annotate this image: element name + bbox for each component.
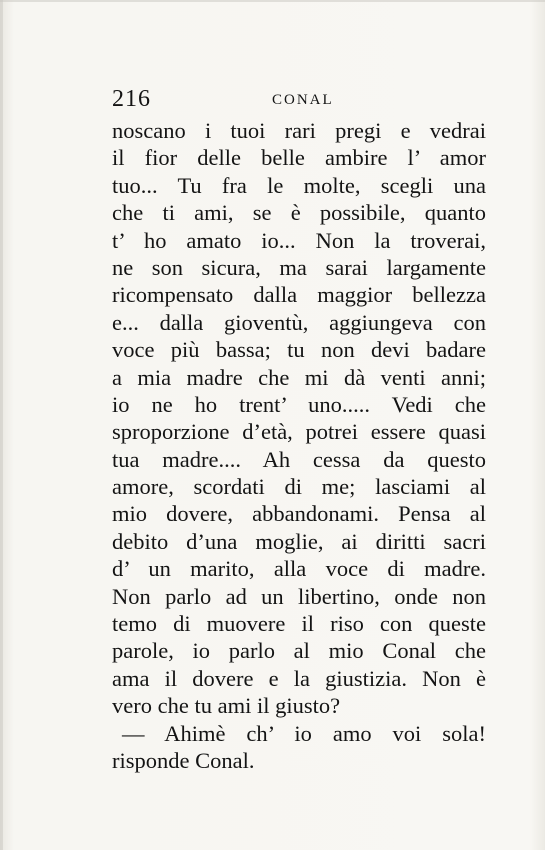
text-line: ne son sicura, ma sarai largamente: [112, 254, 486, 280]
text-line: tua madre.... Ah cessa da questo: [112, 446, 486, 472]
text-line: debito d’una moglie, ai diritti sacri: [112, 528, 486, 554]
text-line: che ti ami, se è possibile, quanto: [112, 200, 486, 226]
text-line: amore, scordati di me; lasciami al: [112, 474, 486, 500]
text-line: sproporzione d’età, potrei essere quasi: [112, 419, 486, 445]
text-line: ama il dovere e la giustizia. Non è: [112, 665, 486, 691]
text-line: parole, io parlo al mio Conal che: [112, 638, 486, 664]
text-line: temo di muovere il riso con queste: [112, 611, 486, 637]
text-line: io ne ho trent’ uno..... Vedi che: [112, 391, 486, 417]
body-text: [112, 117, 486, 774]
text-line: il fior delle belle ambire l’ amor: [112, 145, 486, 171]
text-line: tuo... Tu fra le molte, scegli una: [112, 172, 486, 198]
text-line: — Ahimè ch’ io amo voi sola!: [122, 720, 486, 746]
text-line: t’ ho amato io... Non la troverai,: [112, 227, 486, 253]
running-head: CONAL: [272, 92, 334, 108]
text-line: risponde Conal.: [112, 747, 255, 773]
scan-edge-left: [0, 0, 3, 850]
text-line: ricompensato dalla maggior bellezza: [112, 282, 486, 308]
text-line: vero che tu ami il giusto?: [112, 693, 341, 719]
scan-edge-top: [0, 0, 545, 2]
text-line: a mia madre che mi dà venti anni;: [112, 364, 486, 390]
text-line: noscano i tuoi rari pregi e vedrai: [112, 118, 486, 143]
text-line: voce più bassa; tu non devi badare: [112, 337, 486, 363]
text-line: d’ un marito, alla voce di madre.: [112, 556, 486, 582]
page-header: [112, 86, 490, 116]
text-line: e... dalla gioventù, aggiungeva con: [112, 309, 486, 335]
text-line: Non parlo ad un libertino, onde non: [112, 583, 486, 609]
text-line: mio dovere, abbandonami. Pensa al: [112, 501, 486, 527]
page-number: 216: [112, 86, 151, 112]
